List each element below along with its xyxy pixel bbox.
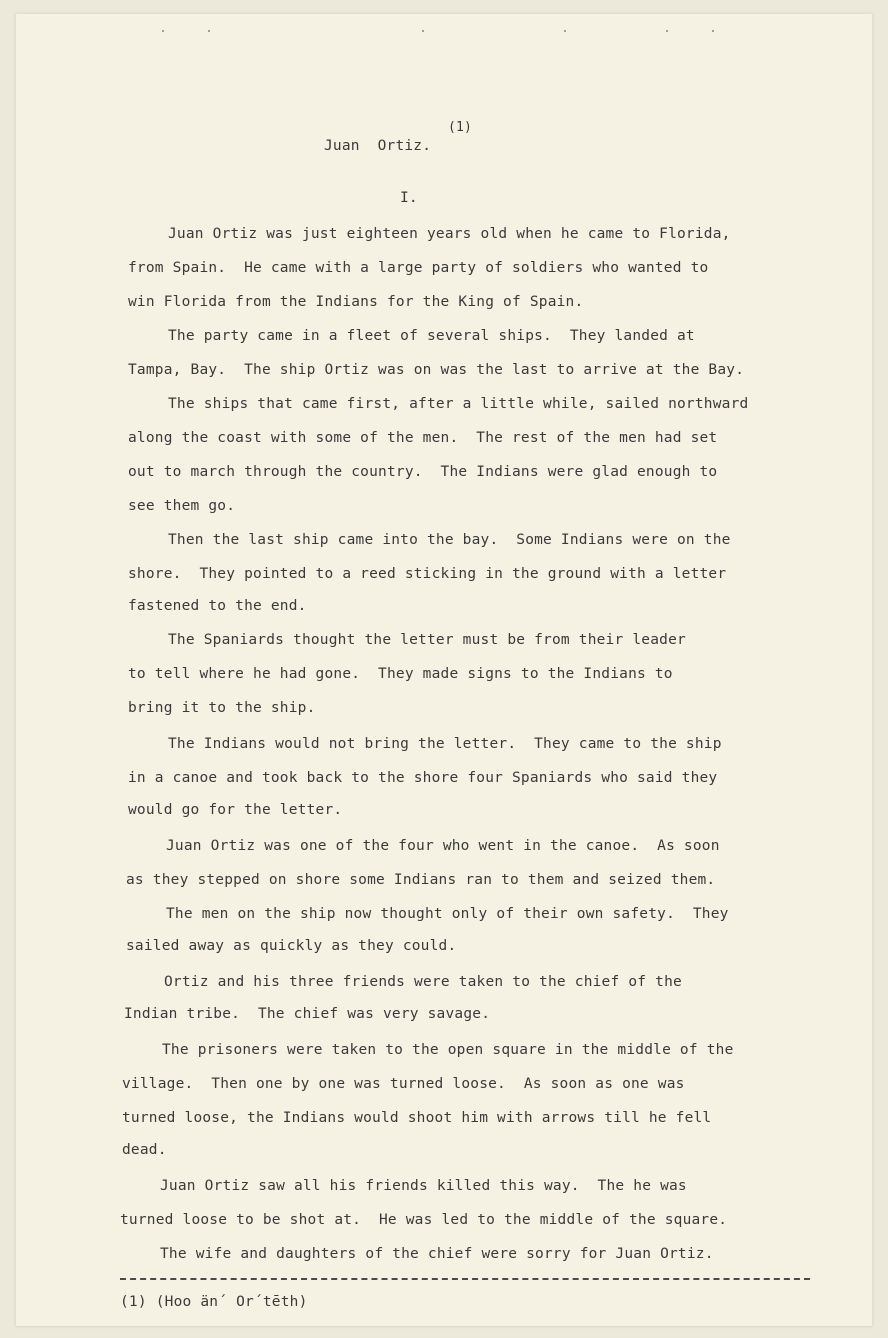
text-line: as they stepped on shore some Indians ran to them and seized them. xyxy=(126,872,716,888)
text-line: turned loose, the Indians would shoot him with arrows till he fell xyxy=(122,1110,712,1126)
text-line: The men on the ship now thought only of their own safety. They xyxy=(166,906,729,922)
text-line: sailed away as quickly as they could. xyxy=(126,938,457,954)
text-line: fastened to the end. xyxy=(128,598,307,614)
paper-specks xyxy=(16,30,872,36)
text-line: The party came in a fleet of several ships. They landed at xyxy=(168,328,695,344)
text-line: from Spain. He came with a large party of soldiers who wanted to xyxy=(128,260,709,276)
text-line: The wife and daughters of the chief were sorry for Juan Ortiz. xyxy=(160,1246,714,1262)
text-line: Then the last ship came into the bay. Some Indians were on the xyxy=(168,532,731,548)
text-line: Juan Ortiz saw all his friends killed this way. The he was xyxy=(160,1178,687,1194)
text-line: dead. xyxy=(122,1142,167,1158)
speck xyxy=(422,30,424,32)
footnote-divider xyxy=(120,1278,810,1280)
typewritten-page xyxy=(16,14,872,1326)
text-line: The ships that came first, after a little while, sailed northward xyxy=(168,396,749,412)
text-line: The Spaniards thought the letter must be from their leader xyxy=(168,632,686,648)
text-line: village. Then one by one was turned loose. As soon as one was xyxy=(122,1076,685,1092)
text-line: bring it to the ship. xyxy=(128,700,316,716)
footnote-marker: (1) xyxy=(448,120,473,135)
text-line: see them go. xyxy=(128,498,236,514)
text-line: shore. They pointed to a reed sticking in the ground with a letter xyxy=(128,566,727,582)
text-line: The Indians would not bring the letter. They came to the ship xyxy=(168,736,722,752)
text-line: win Florida from the Indians for the King of Spain. xyxy=(128,294,584,310)
text-line: to tell where he had gone. They made signs to the Indians to xyxy=(128,666,673,682)
text-line: turned loose to be shot at. He was led to the middle of the square. xyxy=(120,1212,728,1228)
speck xyxy=(162,30,164,32)
speck xyxy=(564,30,566,32)
speck xyxy=(712,30,714,32)
text-line: would go for the letter. xyxy=(128,802,343,818)
text-line: along the coast with some of the men. The rest of the men had set xyxy=(128,430,718,446)
text-line: Indian tribe. The chief was very savage. xyxy=(124,1006,491,1022)
text-line: Juan Ortiz was one of the four who went in the canoe. As soon xyxy=(166,838,720,854)
footnote: (1) (Hoo än´ Or´tēth) xyxy=(120,1294,308,1310)
text-line: Ortiz and his three friends were taken to the chief of the xyxy=(164,974,682,990)
section-number: I. xyxy=(400,190,418,206)
page-title: Juan Ortiz. xyxy=(324,138,432,154)
speck xyxy=(666,30,668,32)
text-line: out to march through the country. The Indians were glad enough to xyxy=(128,464,718,480)
text-line: The prisoners were taken to the open square in the middle of the xyxy=(162,1042,734,1058)
text-line: Juan Ortiz was just eighteen years old when he came to Florida, xyxy=(168,226,731,242)
text-line: Tampa, Bay. The ship Ortiz was on was the last to arrive at the Bay. xyxy=(128,362,745,378)
speck xyxy=(208,30,210,32)
text-line: in a canoe and took back to the shore four Spaniards who said they xyxy=(128,770,718,786)
